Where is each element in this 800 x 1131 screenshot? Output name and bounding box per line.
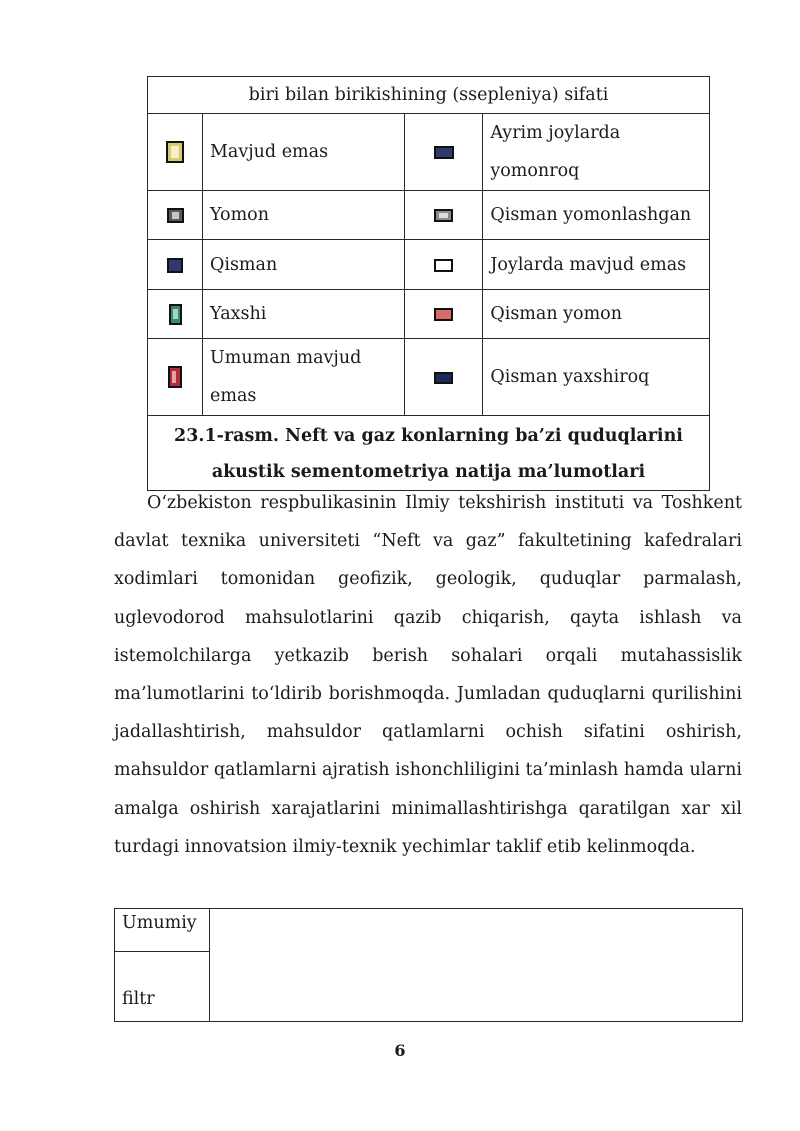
legend-header: biri bilan birikishining (ssepleniya) sifati — [148, 77, 710, 114]
caption-line-2: akustik sementometriya natija ma’lumotlari — [211, 462, 646, 482]
swatch-umuman-mavjud-emas-icon — [168, 366, 182, 388]
swatch-qisman-yomon-icon — [434, 308, 453, 321]
swatch-joylarda-mavjud-emas-icon — [434, 259, 453, 272]
legend-swatch-cell — [148, 240, 203, 290]
legend-label: Qisman yomon — [483, 290, 710, 339]
legend-swatch-cell — [405, 191, 483, 240]
page-number: 6 — [394, 1041, 406, 1060]
swatch-qisman-yaxshiroq-icon — [434, 372, 453, 384]
filter-cell-empty — [210, 909, 743, 1022]
swatch-mavjud-emas-icon — [166, 141, 184, 163]
legend-swatch-cell — [405, 240, 483, 290]
legend-label: Qisman yaxshiroq — [483, 339, 710, 416]
legend-label: Yomon — [203, 191, 405, 240]
legend-swatch-cell — [148, 290, 203, 339]
legend-label: Yaxshi — [203, 290, 405, 339]
legend-swatch-cell — [405, 339, 483, 416]
swatch-yomon-icon — [167, 208, 184, 223]
swatch-ayrim-joylarda-icon — [434, 146, 454, 159]
legend-swatch-cell — [148, 191, 203, 240]
legend-label: Qisman — [203, 240, 405, 290]
caption-line-1: 23.1-rasm. Neft va gaz konlarning ba’zi quduqlarini — [174, 426, 683, 446]
filter-cell-umumiy: Umumiy — [115, 909, 210, 952]
legend-label: Joylarda mavjud emas — [483, 240, 710, 290]
legend-swatch-cell — [148, 339, 203, 416]
legend-label: Mavjud emas — [203, 114, 405, 191]
figure-caption — [148, 416, 710, 491]
body-paragraph — [114, 484, 742, 866]
swatch-yaxshi-icon — [169, 304, 182, 325]
legend-label: Qisman yomonlashgan — [483, 191, 710, 240]
legend-swatch-cell — [148, 114, 203, 191]
swatch-qisman-icon — [167, 258, 183, 273]
filter-cell-filtr: filtr — [115, 952, 210, 1022]
legend-label: Ayrim joylarda yomonroq — [483, 114, 710, 191]
legend-table — [147, 76, 710, 491]
swatch-qisman-yomonlashgan-icon — [434, 209, 453, 222]
paragraph-text: O‘zbekiston respbulikasinin Ilmiy tekshirish instituti va Toshkent davlat texnika universiteti “Neft va gaz” fakultetining kafedralari xodimlari tomonidan geofizik, geologik, quduqlar parmalash, uglevodorod mahsulotlarini qazib chiqarish, qayta ishlash va istemolchilarga yetkazib berish sohalari orqali mutahassislik ma’lumotlarini to‘ldirib borishmoqda. Jumladan quduqlarni qurilishini jadallashtirish, mahsuldor qatlamlarni ochish sifatini oshirish, mahsuldor qatlamlarni ajratish ishonchliligini ta’minlash hamda ularni amalga oshirish xarajatlarini minimallashtirishga qaratilgan xar xil turdagi innovatsion ilmiy-texnik yechimlar taklif etib kelinmoqda. — [114, 493, 742, 857]
filter-table — [114, 908, 743, 1022]
legend-label: Umuman mavjud emas — [203, 339, 405, 416]
legend-swatch-cell — [405, 290, 483, 339]
legend-swatch-cell — [405, 114, 483, 191]
